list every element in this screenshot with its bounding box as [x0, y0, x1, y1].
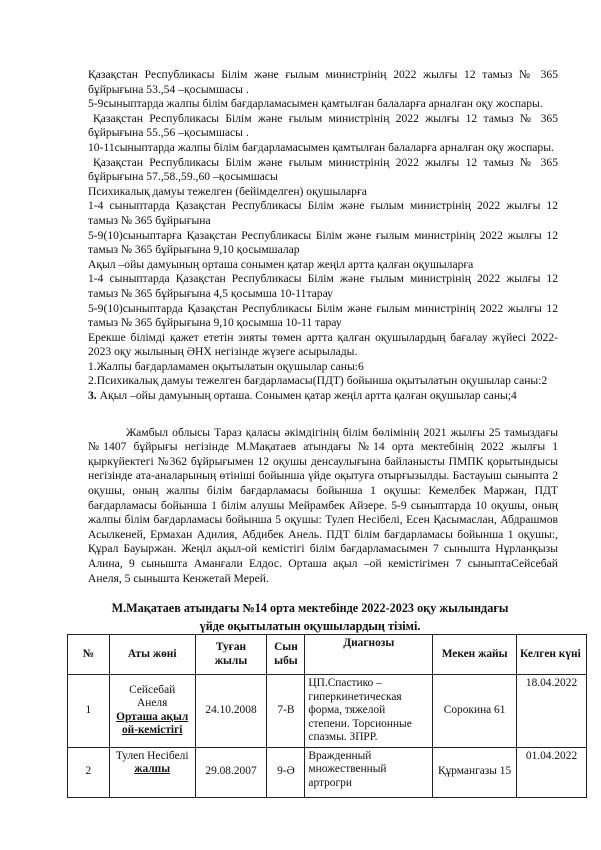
cell-address: Сорокина 61 [433, 675, 517, 748]
table-row [68, 747, 587, 797]
paragraph: Қазақстан Республикасы Білім және ғылым министрінің 2022 жылғы 12 тамыз № 365 бұйрығына 53.,54 –қосымшасы . [88, 68, 558, 96]
header-birth: Туған жылы [195, 635, 267, 675]
cell-number: 1 [68, 675, 110, 748]
cell-class: 9-Ә [267, 747, 305, 797]
list-number: 3. [88, 389, 97, 403]
header-number: № [68, 635, 110, 675]
table-title-line-1: М.Мақатаев атындағы №14 орта мектебінде 2022-2023 оқу жылындағы [111, 601, 509, 615]
list-text: Ақыл –ойы дамуының орташа. Сонымен қатар жеңіл артта қалған оқушылар саны;4 [96, 389, 517, 403]
header-diagnosis: Диагнозы [305, 635, 433, 675]
table-header-row [68, 635, 587, 675]
list-item: 2.Психикалық дамуы тежелген бағдарламасы(ПДТ) бойынша оқытылатын оқушылар саны:2 [88, 374, 548, 388]
cell-number: 2 [68, 747, 110, 797]
student-program: жалпы [134, 763, 171, 775]
cell-birth: 24.10.2008 [195, 675, 267, 748]
cell-birth: 29.08.2007 [195, 747, 267, 797]
cell-name [109, 747, 195, 797]
table-row [68, 675, 587, 748]
paragraph: 5-9(10)сыныптарға Қазақстан Республикасы Білім және ғылым министрінің 2022 жылғы 12 тамыз № 365 бұйрығына 9,10 қосымшалар [88, 228, 558, 257]
cell-name [109, 675, 195, 748]
paragraph: Ақыл –ойы дамуының орташа сонымен қатар жеңіл артта қалған оқушыларға [88, 257, 474, 271]
list-item [88, 389, 558, 404]
paragraph: 1-4 сыныптарда Қазақстан Республикасы Білім және ғылым министрінің 2022 жылғы 12 тамыз № 365 бұйрығына 4,5 қосымша 10-11тарау [88, 272, 558, 300]
body-paragraph: Жамбыл облысы Тараз қаласы әкімдігінің білім бөлімінің 2021 жылғы 25 тамыздағы №1407 бұйрығы негізінде М.Мақатаев атындағы №14 орта мектебінің 2022 жылғы 1 қыркүйектегі №362 бұйрығымен 12 оқушы денсаулығына байланысты ПМПК қорытындысы негізінде ата-аналарының өтініші бойынша үйде оқытуға отырғызылды. Бастауыш сыныпта 2 оқушы, оның жалпы білім бағдарламасы бойынша 1 оқушы: Кемелбек Маржан, ПДТ бағдарламасы бойынша 1 білім алушы Мейрамбек Айзере. 5-9 сыныптарда 10 оқушы, оның жалпы білім бағдарламасы бойынша 5 оқушы: Тулеп Несібелі, Есен Қасымаслан, Абдрашмов Асылкеней, Ермахан Адилия, Абдибек Анель. ПДТ білім бағдарламасы бойынша 1 оқушы:, Құрал Бауыржан. Жеңіл ақыл-ой кемістігі білім бағдарламасымен 7 сынышта Нұрланқызы Алина, 9 сынышта Аманғали Елдос. Орташа ақыл –ой кемістігімен 7 сыныптаСейсебай Анеля, 5 сынышта Кенжетай Мерей. [88, 425, 558, 585]
paragraph: Қазақстан Республикасы Білім және ғылым министрінің 2022 жылғы 12 тамыз № 365 бұйрығына 55.,56 –қосымшасы . [88, 111, 558, 140]
list-item: 1.Жалпы бағдарламамен оқытылатын оқушылар саны:6 [88, 359, 364, 373]
cell-diagnosis: ЦП.Спастико – гиперкинетическая форма, тяжелой степени. Торсионные спазмы. ЗПРР. [305, 675, 433, 748]
student-name: Сейсебай Анеля [129, 683, 176, 710]
header-address: Мекен жайы [433, 635, 517, 675]
paragraph: 5-9(10)сыныптарда Қазақстан Республикасы Білім және ғылым министрінің 2022 жылғы 12 тамыз № 365 бұйрығына 9,10 қосымша 10-11 тарау [88, 301, 558, 330]
cell-diagnosis: Вражденный множественный артрогри [305, 747, 433, 797]
paragraph: Психикалық дамуы тежелген (бейімделген) оқушыларға [88, 184, 367, 198]
paragraph: 1-4 сыныптарда Қазақстан Республикасы Білім және ғылым министрінің 2022 жылғы 12 тамыз № 365 бұйрығына [88, 199, 558, 227]
table-title-line-2: үйде оқытылатын оқушылардың тізімі. [199, 619, 421, 633]
paragraph: 5-9сыныптарда жалпы білім бағдарламасымен қамтылған балаларға арналған оқу жоспары. [88, 97, 543, 111]
header-date: Келген күні [517, 635, 587, 675]
paragraph: Ерекше білімді қажет ететін зияты төмен артта қалған оқушылардың бағалау жүйесі 2022-2023 оқу жылының ӘНХ негізінде жүзеге асырылады. [88, 330, 558, 359]
document-body [88, 68, 558, 586]
students-table [67, 634, 587, 798]
cell-class: 7-В [267, 675, 305, 748]
student-program: Орташа ақыл ой-кемістігі [116, 710, 189, 737]
cell-address: Құрмангазы 15 [433, 747, 517, 797]
paragraph: Қазақстан Республикасы Білім және ғылым министрінің 2022 жылғы 12 тамыз № 365 бұйрығына 57.,58.,59.,60 –қосымшасы [88, 155, 558, 184]
student-name: Тулеп Несібелі [115, 749, 189, 762]
cell-date: 01.04.2022 [517, 747, 587, 797]
cell-date: 18.04.2022 [517, 675, 587, 748]
header-class: Сын ыбы [267, 635, 305, 675]
paragraph: 10-11сыныптарда жалпы білім бағдарламасымен қамтылған балаларға арналған оқу жоспары. [88, 140, 554, 154]
header-name: Аты жөні [109, 635, 195, 675]
